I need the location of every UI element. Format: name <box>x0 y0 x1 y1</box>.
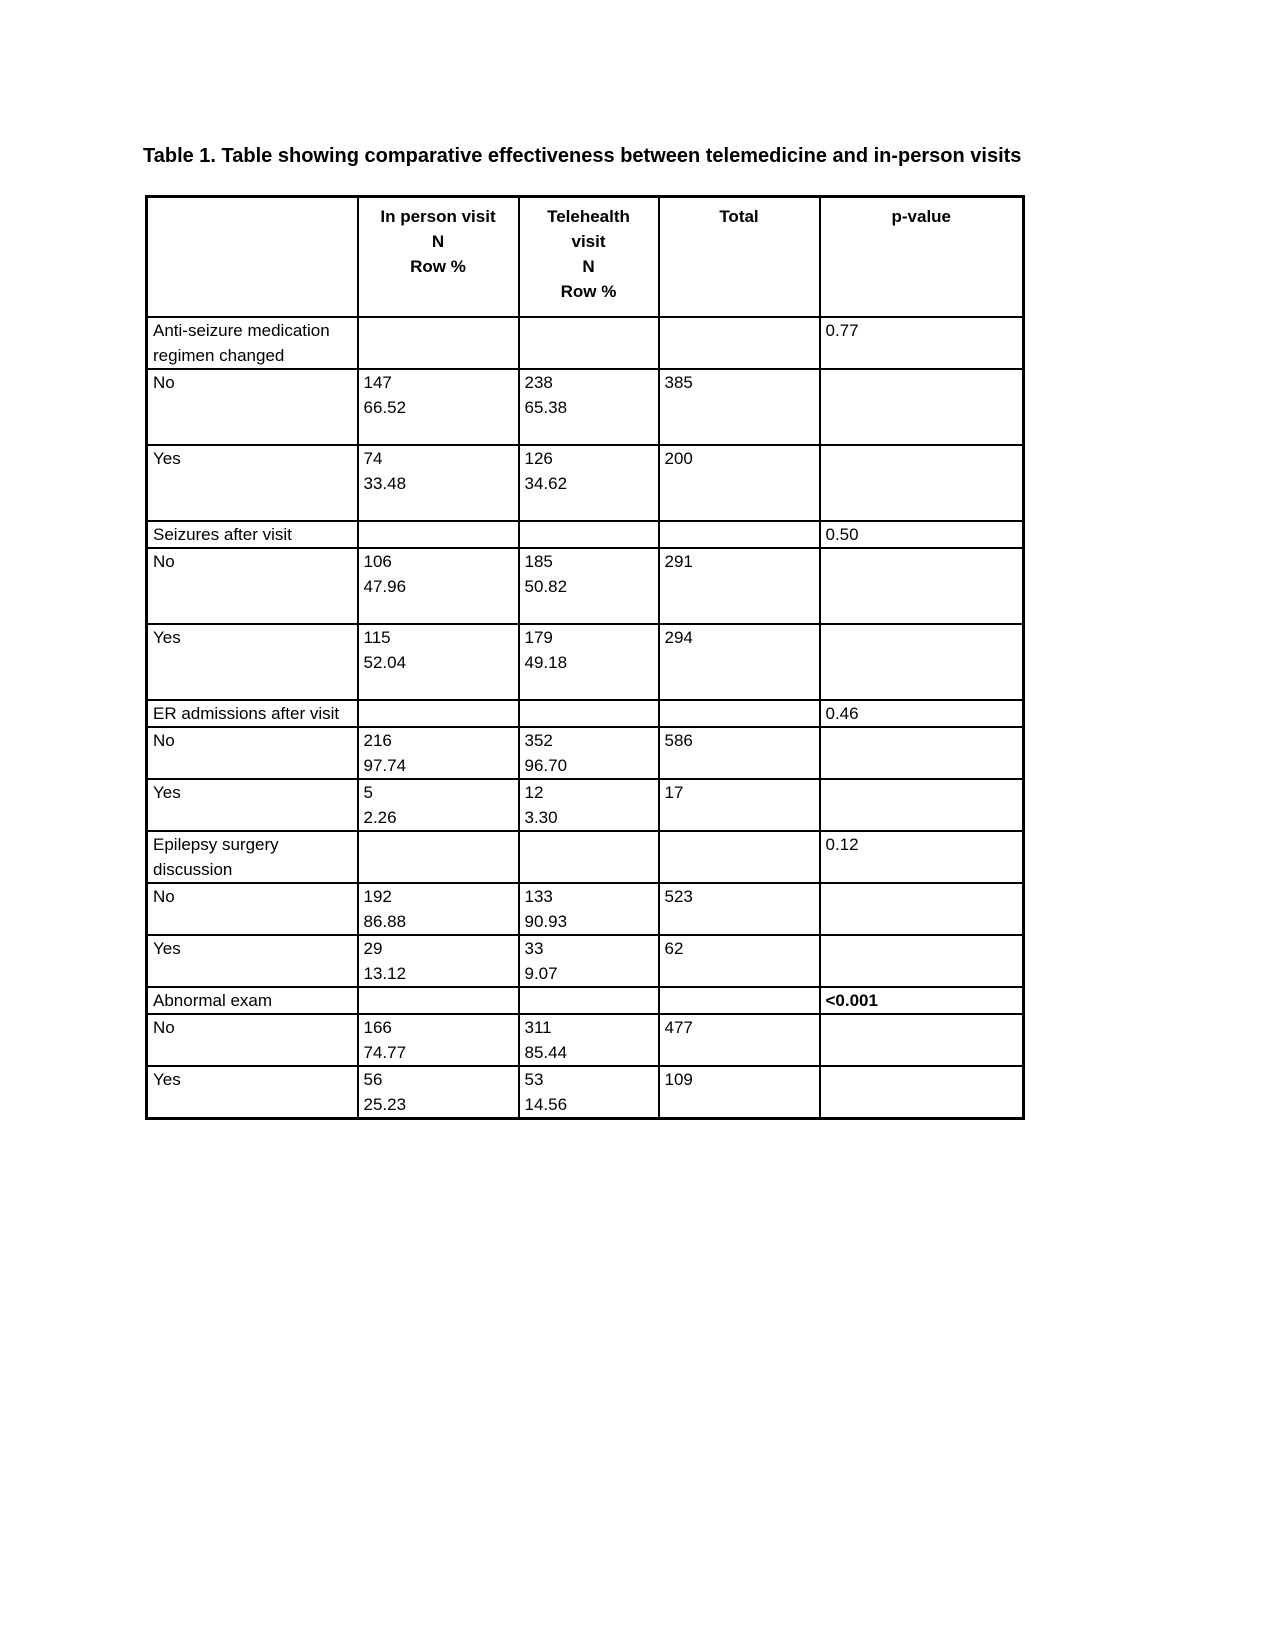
telehealth-cell <box>519 624 659 700</box>
header-line: In person visit <box>380 207 496 226</box>
n-value: 12 <box>524 782 544 802</box>
n-value: 185 <box>524 551 553 571</box>
empty-cell <box>820 548 1024 624</box>
row-pct-value: 25.23 <box>363 1094 407 1114</box>
p-value-cell: 0.12 <box>820 831 1024 883</box>
empty-cell <box>820 624 1024 700</box>
empty-cell <box>358 987 519 1014</box>
total-cell: 523 <box>659 883 820 935</box>
n-value: 147 <box>363 372 392 392</box>
n-value: 29 <box>363 938 383 958</box>
n-value: 192 <box>363 886 392 906</box>
empty-cell <box>820 779 1024 831</box>
table-corner-cell <box>147 197 358 317</box>
total-cell: 291 <box>659 548 820 624</box>
header-line: visit <box>571 232 606 251</box>
n-value: 238 <box>524 372 553 392</box>
header-cell-in-person <box>358 197 519 317</box>
table-header-row <box>147 197 1024 317</box>
section-header-row <box>147 987 1024 1014</box>
row-pct-value: 34.62 <box>524 473 568 493</box>
empty-cell <box>358 700 519 727</box>
row-label-cell: Yes <box>147 1066 358 1119</box>
header-line: p-value <box>891 207 952 226</box>
row-label-cell: No <box>147 369 358 445</box>
header-line: N <box>582 257 595 276</box>
row-pct-value: 97.74 <box>363 755 407 775</box>
total-cell: 17 <box>659 779 820 831</box>
n-value: 115 <box>363 627 391 647</box>
row-pct-value: 13.12 <box>363 963 407 983</box>
n-value: 5 <box>363 782 373 802</box>
row-label-cell: Yes <box>147 935 358 987</box>
in-person-cell <box>358 883 519 935</box>
telehealth-cell <box>519 445 659 521</box>
row-label-cell: No <box>147 548 358 624</box>
p-value-cell: <0.001 <box>820 987 1024 1014</box>
empty-cell <box>519 317 659 369</box>
row-pct-value: 49.18 <box>524 652 568 672</box>
data-row <box>147 1014 1024 1066</box>
empty-cell <box>820 727 1024 779</box>
section-label-cell: ER admissions after visit <box>147 700 358 727</box>
row-pct-value: 90.93 <box>524 911 568 931</box>
data-row <box>147 1066 1024 1119</box>
telehealth-cell <box>519 1066 659 1119</box>
comparison-table <box>145 195 1025 1120</box>
telehealth-cell <box>519 935 659 987</box>
total-cell: 294 <box>659 624 820 700</box>
row-pct-value: 65.38 <box>524 397 568 417</box>
empty-cell <box>659 831 820 883</box>
data-row <box>147 445 1024 521</box>
in-person-cell <box>358 779 519 831</box>
n-value: 106 <box>363 551 392 571</box>
empty-cell <box>519 987 659 1014</box>
total-cell: 62 <box>659 935 820 987</box>
row-pct-value: 33.48 <box>363 473 407 493</box>
row-label-cell: No <box>147 1014 358 1066</box>
empty-cell <box>659 521 820 548</box>
empty-cell <box>820 935 1024 987</box>
empty-cell <box>358 521 519 548</box>
in-person-cell <box>358 727 519 779</box>
n-value: 352 <box>524 730 553 750</box>
row-pct-value: 9.07 <box>524 963 558 983</box>
total-cell: 477 <box>659 1014 820 1066</box>
header-cell-p-value <box>820 197 1024 317</box>
telehealth-cell <box>519 727 659 779</box>
header-line: Row % <box>410 257 466 276</box>
row-pct-value: 2.26 <box>363 807 397 827</box>
header-line: N <box>431 232 445 251</box>
n-value: 311 <box>524 1017 552 1037</box>
row-label-cell: Yes <box>147 779 358 831</box>
n-value: 126 <box>524 448 553 468</box>
total-cell: 109 <box>659 1066 820 1119</box>
empty-cell <box>820 369 1024 445</box>
in-person-cell <box>358 935 519 987</box>
row-pct-value: 52.04 <box>363 652 407 672</box>
row-pct-value: 74.77 <box>363 1042 407 1062</box>
empty-cell <box>519 521 659 548</box>
row-pct-value: 14.56 <box>524 1094 568 1114</box>
empty-cell <box>358 831 519 883</box>
data-row <box>147 624 1024 700</box>
header-line: Telehealth <box>547 207 630 226</box>
n-value: 53 <box>524 1069 544 1089</box>
row-label-cell: No <box>147 727 358 779</box>
empty-cell <box>659 987 820 1014</box>
row-pct-value: 3.30 <box>524 807 558 827</box>
row-pct-value: 96.70 <box>524 755 568 775</box>
header-cell-telehealth <box>519 197 659 317</box>
row-pct-value: 47.96 <box>363 576 407 596</box>
row-label-cell: Yes <box>147 445 358 521</box>
data-row <box>147 548 1024 624</box>
data-row <box>147 727 1024 779</box>
in-person-cell <box>358 624 519 700</box>
n-value: 56 <box>363 1069 383 1089</box>
total-cell: 586 <box>659 727 820 779</box>
in-person-cell <box>358 1014 519 1066</box>
section-label-cell: Epilepsy surgery discussion <box>147 831 358 883</box>
telehealth-cell <box>519 779 659 831</box>
data-row <box>147 935 1024 987</box>
in-person-cell <box>358 548 519 624</box>
empty-cell <box>820 1066 1024 1119</box>
row-pct-value: 66.52 <box>363 397 407 417</box>
section-label-cell: Abnormal exam <box>147 987 358 1014</box>
empty-cell <box>519 831 659 883</box>
row-label-cell: Yes <box>147 624 358 700</box>
n-value: 216 <box>363 730 392 750</box>
in-person-cell <box>358 369 519 445</box>
row-pct-value: 50.82 <box>524 576 568 596</box>
data-row <box>147 883 1024 935</box>
section-label-cell: Anti-seizure medication regimen changed <box>147 317 358 369</box>
n-value: 133 <box>524 886 553 906</box>
table-container <box>145 195 1025 1120</box>
n-value: 33 <box>524 938 544 958</box>
p-value-cell: 0.46 <box>820 700 1024 727</box>
section-label-cell: Seizures after visit <box>147 521 358 548</box>
page-title: Table 1. Table showing comparative effectiveness between telemedicine and in-person visits <box>143 145 1022 167</box>
empty-cell <box>820 1014 1024 1066</box>
n-value: 74 <box>363 448 383 468</box>
telehealth-cell <box>519 369 659 445</box>
in-person-cell <box>358 445 519 521</box>
section-header-row <box>147 521 1024 548</box>
n-value: 179 <box>524 627 553 647</box>
empty-cell <box>820 883 1024 935</box>
empty-cell <box>659 317 820 369</box>
in-person-cell <box>358 1066 519 1119</box>
header-cell-total <box>659 197 820 317</box>
empty-cell <box>820 445 1024 521</box>
total-cell: 385 <box>659 369 820 445</box>
row-pct-value: 85.44 <box>524 1042 568 1062</box>
row-pct-value: 86.88 <box>363 911 407 931</box>
p-value-cell: 0.50 <box>820 521 1024 548</box>
row-label-cell: No <box>147 883 358 935</box>
header-line: Total <box>719 207 759 226</box>
telehealth-cell <box>519 883 659 935</box>
n-value: 166 <box>363 1017 392 1037</box>
empty-cell <box>659 700 820 727</box>
data-row <box>147 369 1024 445</box>
total-cell: 200 <box>659 445 820 521</box>
telehealth-cell <box>519 1014 659 1066</box>
p-value-cell: 0.77 <box>820 317 1024 369</box>
section-header-row <box>147 831 1024 883</box>
section-header-row <box>147 700 1024 727</box>
section-header-row <box>147 317 1024 369</box>
empty-cell <box>358 317 519 369</box>
empty-cell <box>519 700 659 727</box>
header-line: Row % <box>560 282 617 301</box>
data-row <box>147 779 1024 831</box>
telehealth-cell <box>519 548 659 624</box>
